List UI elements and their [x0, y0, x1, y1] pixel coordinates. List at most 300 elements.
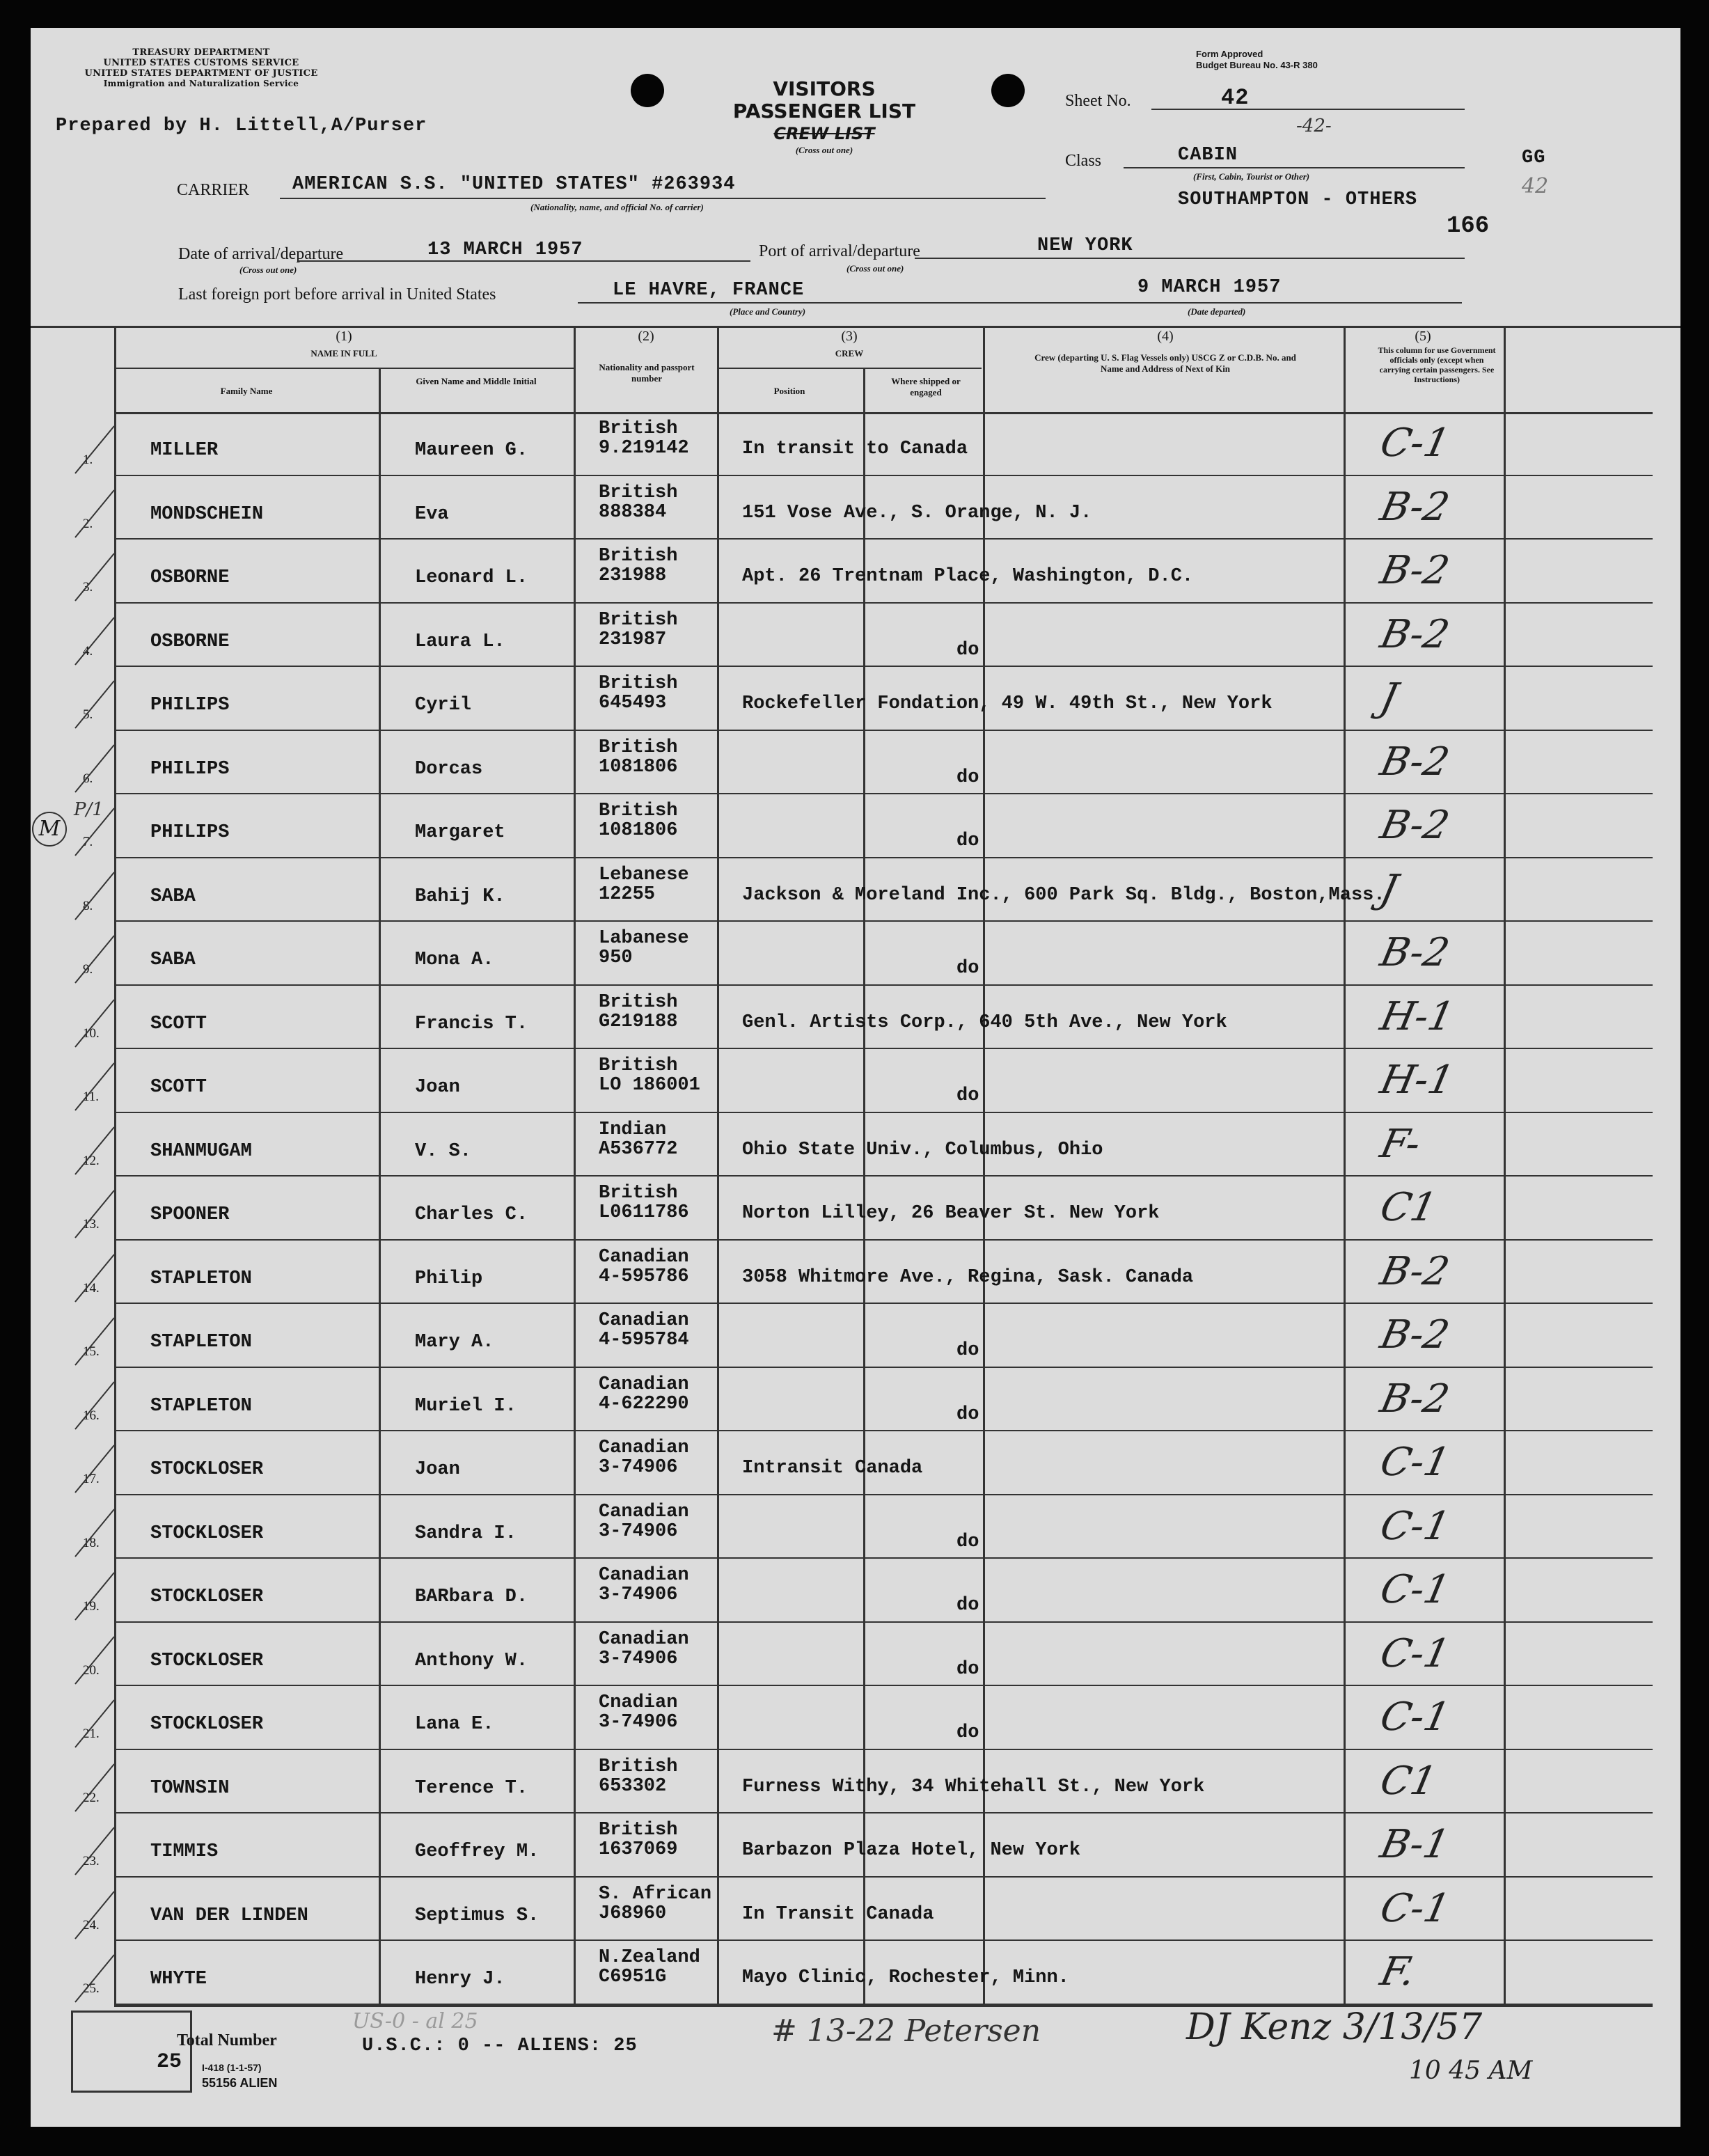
nationality: British [599, 1183, 678, 1204]
nationality-passport [599, 546, 677, 585]
row-number: 22. [83, 1790, 100, 1805]
next-of-kin-address: do [956, 958, 979, 979]
total-box-value: 25 [156, 2050, 182, 2074]
row-number: 18. [83, 1535, 100, 1550]
check-mark [72, 667, 114, 731]
check-mark [72, 1368, 114, 1432]
given-name: Cyril [415, 695, 472, 716]
nationality-passport [599, 1820, 677, 1859]
punch-hole-left [631, 74, 664, 107]
next-of-kin-address: do [956, 1531, 979, 1552]
passport-number: 4-595786 [599, 1266, 689, 1287]
next-of-kin-address: Jackson & Moreland Inc., 600 Park Sq. Bldg., Boston,Mass. [742, 884, 1385, 906]
table-row [31, 540, 1680, 604]
official-code: B-2 [1376, 484, 1454, 530]
given-name: Sandra I. [415, 1522, 517, 1544]
nationality-passport [599, 1248, 689, 1286]
col5-number: (5) [1415, 329, 1431, 344]
class-extra: SOUTHAMPTON - OTHERS [1178, 189, 1418, 210]
alien-id: 55156 ALIEN [202, 2076, 278, 2090]
next-of-kin-address: do [956, 1722, 979, 1743]
table-row [31, 667, 1680, 731]
nationality-passport [599, 1948, 700, 1987]
row-number: 7. [83, 835, 93, 849]
nationality: Labanese [599, 928, 689, 949]
check-mark [72, 1431, 114, 1495]
agency-line: TREASURY DEPARTMENT [132, 47, 270, 58]
row-number: 8. [83, 898, 93, 913]
official-code: C-1 [1376, 1694, 1454, 1740]
row-number: 25. [83, 1981, 100, 1996]
row-number: 24. [83, 1917, 100, 1933]
check-mark [72, 986, 114, 1050]
nationality: British [599, 1055, 678, 1076]
official-code: B-1 [1376, 1822, 1454, 1867]
nationality: British [599, 418, 678, 439]
agency-header [52, 47, 351, 89]
date-arrival-label: Date of arrival/departure [178, 245, 344, 263]
given-name: Mona A. [415, 950, 494, 970]
title-visitors: VISITORS [773, 77, 876, 100]
last-port-value: LE HAVRE, FRANCE [613, 280, 805, 301]
official-code: B-2 [1376, 1376, 1454, 1422]
passport-number: 231987 [599, 629, 667, 650]
nationality: British [599, 991, 678, 1013]
passport-number: C6951G [599, 1967, 667, 1988]
nationality-passport [599, 483, 677, 522]
passport-number: 3-74906 [599, 1584, 678, 1605]
table-top-rule [31, 326, 1680, 328]
next-of-kin-address: Furness Withy, 34 Whitehall St., New York [742, 1776, 1205, 1797]
p1-mark: P/1 [74, 799, 104, 820]
col3-number: (3) [841, 329, 858, 344]
official-code: B-2 [1376, 739, 1454, 785]
nationality-passport [599, 1056, 700, 1095]
agency-line: Immigration and Naturalization Service [103, 79, 299, 88]
table-row [31, 858, 1680, 922]
sheet-label: Sheet No. [1065, 92, 1131, 110]
official-code: B-2 [1376, 1248, 1454, 1294]
given-name: Septimus S. [415, 1905, 540, 1926]
budget-bureau-label: Budget Bureau No. 43-R 380 [1196, 60, 1318, 70]
nationality: Canadian [599, 1565, 689, 1586]
passport-number: 3-74906 [599, 1648, 678, 1669]
row-number: 5. [83, 707, 93, 722]
row-number: 11. [83, 1089, 100, 1104]
row-number: 13. [83, 1217, 100, 1232]
given-name: Mary A. [415, 1332, 494, 1353]
table-row [31, 1431, 1680, 1495]
margin-42: 42 [1522, 174, 1549, 198]
family-name: MONDSCHEIN [150, 503, 264, 525]
passport-number: 9.219142 [599, 438, 689, 459]
family-name: TOWNSIN [150, 1777, 230, 1799]
nationality: Canadian [599, 1501, 689, 1522]
check-mark [72, 1941, 114, 2005]
check-mark [72, 604, 114, 668]
nationality-passport [599, 1183, 689, 1222]
name-subhead-rule [114, 368, 574, 369]
check-mark [72, 412, 114, 476]
next-of-kin-address: do [956, 831, 979, 851]
check-mark [72, 1049, 114, 1113]
row-number: 20. [83, 1662, 100, 1678]
official-code: C-1 [1376, 1503, 1454, 1549]
given-name: Eva [415, 503, 449, 525]
next-of-kin-address: Genl. Artists Corp., 640 5th Ave., New York [742, 1012, 1227, 1033]
row-number: 19. [83, 1599, 100, 1614]
check-mark [72, 476, 114, 540]
official-code: C-1 [1376, 420, 1454, 466]
date-arrival-underline [298, 260, 750, 262]
nationality-passport [599, 1375, 689, 1414]
given-name: Dorcas [415, 758, 483, 780]
col5-title: This column for use Government officials only (except when carrying certain passengers. See Instructions) [1378, 345, 1496, 384]
official-code: J [1376, 866, 1402, 912]
col2-title: Nationality and passport number [599, 362, 695, 384]
nationality: Indian [599, 1119, 667, 1140]
row-number: 1. [83, 453, 93, 467]
passport-number: A536772 [599, 1138, 678, 1160]
passport-number: J68960 [599, 1903, 667, 1924]
nationality-passport [599, 1757, 677, 1796]
next-of-kin-address: do [956, 1595, 979, 1616]
row-number: 23. [83, 1854, 100, 1868]
nationality-passport [599, 929, 689, 968]
row-number: 2. [83, 516, 93, 531]
family-name: STAPLETON [150, 1268, 252, 1289]
official-code: C-1 [1376, 1567, 1454, 1612]
last-port-underline [578, 302, 1462, 304]
col3-title: CREW [835, 348, 864, 359]
nationality: Canadian [599, 1628, 689, 1650]
given-name: Philip [415, 1268, 483, 1289]
table-row [31, 604, 1680, 668]
nationality-passport [599, 1438, 689, 1477]
family-name: SPOONER [150, 1204, 230, 1225]
table-row [31, 1049, 1680, 1113]
check-mark [72, 1686, 114, 1750]
sheet-number-handwritten: -42- [1296, 116, 1332, 136]
given-name: Margaret [415, 822, 505, 843]
nationality-passport [599, 419, 689, 458]
given-name: BARbara D. [415, 1587, 528, 1607]
nationality: Canadian [599, 1374, 689, 1395]
passport-number: 1081806 [599, 756, 678, 778]
table-row [31, 1368, 1680, 1432]
next-of-kin-address: do [956, 766, 979, 788]
check-mark [72, 1241, 114, 1305]
passport-number: G219188 [599, 1011, 678, 1032]
carrier-underline [280, 198, 1046, 199]
family-name: TIMMIS [150, 1841, 219, 1862]
family-name: STOCKLOSER [150, 1587, 264, 1607]
row-number: 3. [83, 580, 93, 595]
nationality: Canadian [599, 1438, 689, 1458]
table-row [31, 1241, 1680, 1305]
next-of-kin-address: Mayo Clinic, Rochester, Minn. [742, 1967, 1069, 1988]
circled-m-text: M [38, 817, 61, 841]
table-row [31, 1495, 1680, 1559]
check-mark [72, 1304, 114, 1368]
next-of-kin-address: do [956, 1340, 979, 1361]
nationality-passport [599, 1566, 689, 1605]
nationality-passport [599, 674, 677, 713]
official-code: C-1 [1376, 1630, 1454, 1676]
table-row [31, 794, 1680, 858]
row-number: 4. [83, 643, 93, 659]
passport-number: LO 186001 [599, 1075, 700, 1096]
col-family-name: Family Name [220, 386, 273, 396]
carrier-value: AMERICAN S.S. "UNITED STATES" #263934 [292, 174, 736, 195]
class-value: CABIN [1178, 145, 1238, 166]
row-number: 17. [83, 1472, 100, 1486]
official-code: C1 [1376, 1758, 1441, 1804]
date-departed-caption: (Date departed) [1188, 306, 1246, 317]
next-of-kin-address: Norton Lilley, 26 Beaver St. New York [742, 1203, 1160, 1224]
table-row [31, 1623, 1680, 1687]
nationality: British [599, 546, 678, 567]
next-of-kin-address: Apt. 26 Trentnam Place, Washington, D.C. [742, 566, 1194, 587]
row-number: 10. [83, 1025, 100, 1041]
sheet-underline [1151, 109, 1465, 110]
check-mark [72, 1813, 114, 1878]
next-of-kin-address: 151 Vose Ave., S. Orange, N. J. [742, 502, 1092, 524]
row-number: 6. [83, 771, 93, 786]
col4-title: Crew (departing U. S. Flag Vessels only) USCG Z or C.D.B. No. and Name and Address of Next of Kin [1034, 352, 1296, 374]
row-number: 14. [83, 1280, 100, 1296]
inspector-signature: DJ Kenz 3/13/57 [1186, 2006, 1483, 2048]
nationality: British [599, 1820, 678, 1841]
last-port-label: Last foreign port before arrival in United States [178, 285, 496, 304]
check-mark [72, 1623, 114, 1687]
nationality: Lebanese [599, 864, 689, 886]
passport-number: 3-74906 [599, 1457, 678, 1478]
total-box [71, 2011, 192, 2093]
table-row [31, 412, 1680, 476]
check-mark [72, 731, 114, 795]
form-id: I-418 (1-1-57) [202, 2062, 262, 2073]
manifest-page [31, 28, 1680, 2127]
table-row [31, 922, 1680, 986]
col-given-name: Given Name and Middle Initial [416, 376, 537, 386]
port-label: Port of arrival/departure [759, 242, 920, 260]
table-row [31, 1177, 1680, 1241]
family-name: PHILIPS [150, 758, 230, 780]
nationality: British [599, 737, 678, 758]
family-name: STAPLETON [150, 1332, 252, 1353]
given-name: Terence T. [415, 1777, 528, 1799]
nationality-passport [599, 993, 677, 1032]
carrier-label: CARRIER [177, 181, 250, 199]
next-of-kin-address: Ohio State Univ., Columbus, Ohio [742, 1139, 1103, 1160]
family-name: STOCKLOSER [150, 1714, 264, 1735]
total-number-label: Total Number [177, 2031, 277, 2049]
punch-hole-right [991, 74, 1025, 107]
next-of-kin-address: 3058 Whitmore Ave., Regina, Sask. Canada [742, 1266, 1194, 1288]
nationality-passport [599, 1884, 711, 1923]
passport-number: 4-622290 [599, 1393, 689, 1415]
row-number: 12. [83, 1153, 100, 1168]
handwritten-time: 10 45 AM [1409, 2056, 1533, 2085]
check-mark [72, 1750, 114, 1814]
check-mark [72, 922, 114, 986]
row-number: 9. [83, 962, 93, 977]
family-name: STAPLETON [150, 1395, 252, 1417]
col1-number: (1) [336, 329, 352, 344]
port-value: NEW YORK [1037, 235, 1133, 256]
family-name: SCOTT [150, 1077, 207, 1098]
table-row [31, 476, 1680, 540]
family-name: PHILIPS [150, 695, 230, 716]
given-name: Francis T. [415, 1013, 528, 1034]
official-code: F. [1376, 1949, 1419, 1994]
nationality: Canadian [599, 1310, 689, 1331]
margin-166: 166 [1447, 213, 1490, 239]
table-row [31, 1750, 1680, 1814]
family-name: VAN DER LINDEN [150, 1905, 308, 1926]
check-mark [72, 1559, 114, 1623]
nationality-passport [599, 865, 689, 904]
official-code: H-1 [1376, 993, 1458, 1039]
cross-out-caption: (Cross out one) [795, 145, 853, 155]
family-name: SCOTT [150, 1013, 207, 1034]
nationality-passport [599, 611, 677, 650]
official-code: C-1 [1376, 1885, 1454, 1931]
family-name: OSBORNE [150, 631, 230, 652]
given-name: Bahij K. [415, 886, 505, 907]
pencil-note: US-0 - al 25 [352, 2009, 478, 2033]
col2-number: (2) [638, 329, 654, 344]
official-code: H-1 [1376, 1057, 1458, 1103]
given-name: Geoffrey M. [415, 1841, 540, 1862]
given-name: Lana E. [415, 1714, 494, 1735]
passport-number: 12255 [599, 883, 656, 905]
given-name: Laura L. [415, 631, 505, 652]
margin-gg: GG [1522, 148, 1546, 168]
sheet-number: 42 [1221, 85, 1250, 111]
official-code: B-2 [1376, 803, 1454, 848]
check-mark [72, 1878, 114, 1942]
col-where-shipped: Where shipped or engaged [891, 376, 961, 398]
port-cross-out-caption: (Cross out one) [846, 263, 904, 274]
table-row [31, 1878, 1680, 1942]
col-position: Position [773, 386, 805, 396]
agency-line: UNITED STATES DEPARTMENT OF JUSTICE [84, 68, 318, 79]
passport-number: 645493 [599, 693, 667, 714]
table-row [31, 1813, 1680, 1878]
family-name: STOCKLOSER [150, 1459, 264, 1480]
nationality: N.Zealand [599, 1947, 700, 1968]
check-mark [72, 1113, 114, 1177]
next-of-kin-address: do [956, 1085, 979, 1106]
check-mark [72, 858, 114, 922]
row-rule [114, 2004, 1653, 2005]
table-row [31, 1941, 1680, 2005]
form-title [699, 78, 950, 156]
nationality: Cnadian [599, 1692, 678, 1713]
official-code: J [1376, 675, 1402, 721]
table-row [31, 986, 1680, 1050]
given-name: V. S. [415, 1140, 472, 1162]
next-of-kin-address: Barbazon Plaza Hotel, New York [742, 1840, 1081, 1861]
table-row [31, 731, 1680, 795]
table-row [31, 1304, 1680, 1368]
nationality-passport [599, 1120, 677, 1159]
next-of-kin-address: Intransit Canada [742, 1458, 923, 1479]
title-passenger-list: PASSENGER LIST [732, 100, 916, 123]
official-code: F- [1376, 1121, 1425, 1167]
form-approved [1196, 49, 1318, 71]
date-cross-out-caption: (Cross out one) [239, 265, 297, 275]
usc-aliens-line: U.S.C.: 0 -- ALIENS: 25 [362, 2036, 638, 2056]
family-name: SHANMUGAM [150, 1140, 252, 1162]
col1-title: NAME IN FULL [310, 348, 377, 359]
check-mark [72, 540, 114, 604]
class-label: Class [1065, 152, 1102, 170]
nationality-passport [599, 1630, 689, 1669]
official-code: B-2 [1376, 611, 1454, 657]
family-name: OSBORNE [150, 567, 230, 588]
given-name: Charles C. [415, 1204, 528, 1225]
passport-number: 4-595784 [599, 1330, 689, 1351]
nationality: British [599, 482, 678, 503]
table-row [31, 1113, 1680, 1177]
official-code: C1 [1376, 1185, 1441, 1230]
next-of-kin-address: do [956, 1658, 979, 1680]
passport-number: 653302 [599, 1775, 667, 1797]
passport-number: 1081806 [599, 820, 678, 841]
class-underline [1124, 167, 1465, 168]
nationality-passport [599, 738, 677, 777]
given-name: Joan [415, 1077, 460, 1098]
nationality: Canadian [599, 1246, 689, 1268]
given-name: Henry J. [415, 1969, 505, 1990]
family-name: SABA [150, 950, 196, 970]
given-name: Muriel I. [415, 1395, 517, 1417]
passport-number: 3-74906 [599, 1520, 678, 1542]
official-code: C-1 [1376, 1440, 1454, 1485]
passport-number: 888384 [599, 501, 667, 523]
nationality: British [599, 673, 678, 694]
given-name: Joan [415, 1459, 460, 1480]
check-mark [72, 1177, 114, 1241]
family-name: MILLER [150, 440, 219, 461]
official-code: B-2 [1376, 930, 1454, 975]
family-name: STOCKLOSER [150, 1522, 264, 1544]
passport-number: 3-74906 [599, 1712, 678, 1733]
crew-subhead-rule [717, 368, 982, 369]
col4-number: (4) [1157, 329, 1174, 344]
nationality-passport [599, 1693, 677, 1732]
next-of-kin-address: In transit to Canada [742, 439, 968, 459]
form-approved-label: Form Approved [1196, 49, 1263, 59]
given-name: Anthony W. [415, 1650, 528, 1671]
family-name: WHYTE [150, 1969, 207, 1990]
date-arrival-value: 13 MARCH 1957 [427, 239, 583, 260]
table-row [31, 1686, 1680, 1750]
passport-number: L0611786 [599, 1202, 689, 1223]
nationality-passport [599, 801, 677, 840]
carrier-caption: (Nationality, name, and official No. of carrier) [530, 202, 704, 212]
class-caption: (First, Cabin, Tourist or Other) [1193, 171, 1310, 182]
handwritten-number: # 13-22 Petersen [771, 2013, 1041, 2049]
table-row [31, 1559, 1680, 1623]
passport-number: 231988 [599, 565, 667, 586]
last-port-caption: (Place and Country) [730, 306, 806, 317]
family-name: SABA [150, 886, 196, 907]
date-departed-value: 9 MARCH 1957 [1137, 277, 1282, 298]
